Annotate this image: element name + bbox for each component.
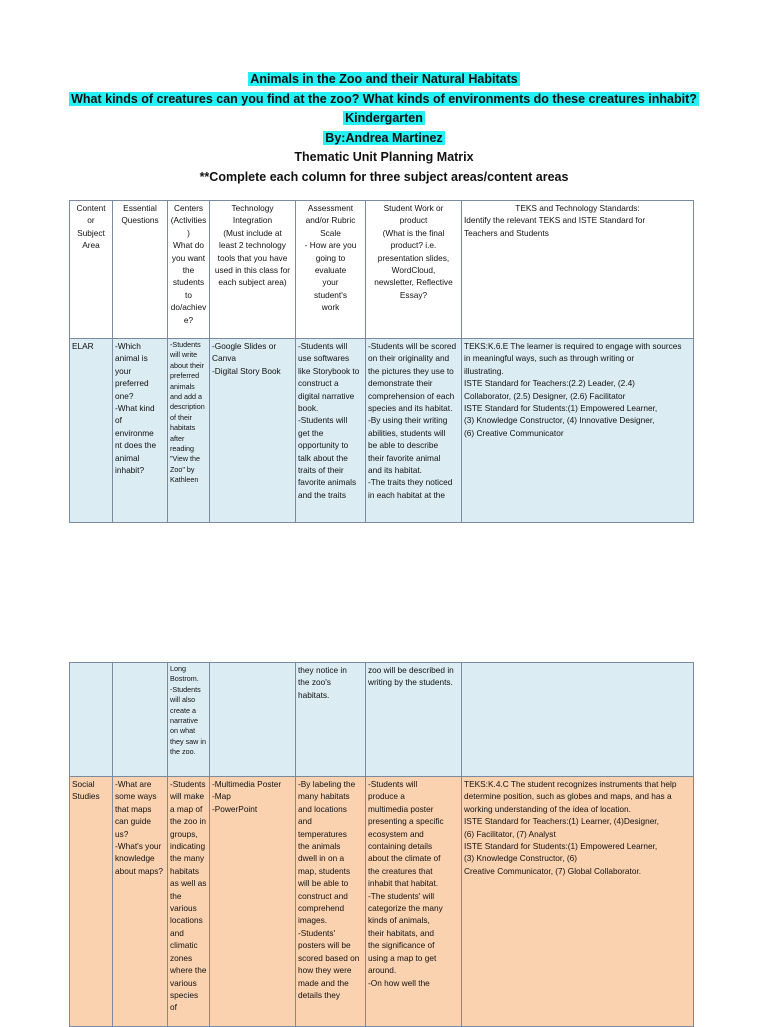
elar-product: -Students will be scored on their originality and the pictures they use to demonstrate their comprehension of each species and its habitat. -By using their writing abilities, students will be able to describe their favorite animal and its habitat. -The traits they noticed in each habitat at the [366, 339, 462, 523]
elar-row [70, 339, 694, 523]
elar-subject: ELAR [70, 339, 113, 523]
title-line-5 [0, 148, 768, 168]
elar-cont-assessment: they notice in the zoo's habitats. [296, 663, 366, 777]
header-teks-title: TEKS and Technology Standards: [515, 203, 640, 213]
author: By:Andrea Martinez [325, 130, 443, 145]
social-centers: -Students will make a map of the zoo in groups, indicating the many habitats as well as the various locations and climatic zones where the various species of [168, 777, 210, 1027]
elar-cont-teks [462, 663, 694, 777]
header-assessment: Assessment and/or Rubric Scale - How are you going to evaluate your student's work [296, 201, 366, 339]
header-student-work: Student Work or product (What is the final product? i.e. presentation slides, WordCloud, newsletter, Reflective Essay? [366, 201, 462, 339]
elar-assessment: -Students will use softwares like Storybook to construct a digital narrative book. -Students will get the opportunity to talk about the traits of their favorite animals and the traits [296, 339, 366, 523]
document-title-block [0, 70, 768, 187]
title-line-6 [0, 168, 768, 188]
elar-technology: -Google Slides or Canva -Digital Story Book [210, 339, 296, 523]
header-centers: Centers (Activities ) What do you want the students to do/achiev e? [168, 201, 210, 339]
social-studies-row [70, 777, 694, 1027]
planning-matrix-table [69, 200, 694, 523]
elar-cont-subject [70, 663, 113, 777]
social-assessment: -By labeling the many habitats and locations and temperatures the animals dwell in on a map, students will be able to construct and comprehend images. -Students' posters will be scored based on how they were made and the details they [296, 777, 366, 1027]
header-teks [462, 201, 694, 339]
elar-teks: TEKS:K.6.E The learner is required to engage with sources in meaningful ways, such as through writing or illustrating. ISTE Standard for Teachers:(2.2) Leader, (2.4) Collaborator, (2.5) Designer, (2.6) Facilitator ISTE Standard for Students:(1) Empowered Learner, (3) Knowledge Constructor, (4) Innovative Designer, (6) Creative Communicator [462, 339, 694, 523]
social-technology: -Multimedia Poster -Map -PowerPoint [210, 777, 296, 1027]
instructions: **Complete each column for three subject areas/content areas [199, 169, 569, 184]
matrix-title: Thematic Unit Planning Matrix [294, 150, 474, 164]
social-questions: -What are some ways that maps can guide us? -What's your knowledge about maps? [113, 777, 168, 1027]
header-teks-subtitle: Identify the relevant TEKS and ISTE Standard for Teachers and Students [464, 215, 646, 238]
elar-cont-product: zoo will be described in writing by the students. [366, 663, 462, 777]
elar-questions: -Which animal is your preferred one? -What kind of environme nt does the animal inhabit? [113, 339, 168, 523]
social-product: -Students will produce a multimedia poster presenting a specific ecosystem and containing details about the climate of the creatures that inhabit that habitat. -The students' will categorize the many kinds of animals, their habitats, and the significance of using a map to get around. -On how well the [366, 777, 462, 1027]
header-technology: Technology Integration (Must include at least 2 technology tools that you have used in this class for each subject area) [210, 201, 296, 339]
header-row [70, 201, 694, 339]
title-line-1 [0, 70, 768, 90]
guiding-questions: What kinds of creatures can you find at the zoo? What kinds of environments do these creatures inhabit? [71, 91, 697, 106]
social-teks: TEKS:K.4.C The student recognizes instruments that help determine position, such as globes and maps, and has a working understanding of the idea of location. ISTE Standard for Teachers:(1) Learner, (4)Designer, (6) Facilitator, (7) Analyst ISTE Standard for Students:(1) Empowered Learner, (3) Knowledge Constructor, (6) Creative Communicator, (7) Global Collaborator. [462, 777, 694, 1027]
title-line-3 [0, 109, 768, 129]
elar-cont-technology [210, 663, 296, 777]
planning-matrix-table-continued [69, 662, 694, 1027]
unit-title: Animals in the Zoo and their Natural Habitats [250, 72, 518, 86]
grade-level: Kindergarten [345, 111, 423, 125]
elar-centers: -Students will write about their preferred animals and add a description of their habitats after reading "View the Zoo" by Kathleen [168, 339, 210, 523]
elar-cont-centers: Long Bostrom. -Students will also create a narrative on what they saw in the zoo. [168, 663, 210, 777]
title-line-2 [0, 90, 768, 110]
title-line-4 [0, 129, 768, 149]
elar-continued-row [70, 663, 694, 777]
elar-cont-questions [113, 663, 168, 777]
header-essential-questions: Essential Questions [113, 201, 168, 339]
header-content-area: Content or Subject Area [70, 201, 113, 339]
social-subject: Social Studies [70, 777, 113, 1027]
